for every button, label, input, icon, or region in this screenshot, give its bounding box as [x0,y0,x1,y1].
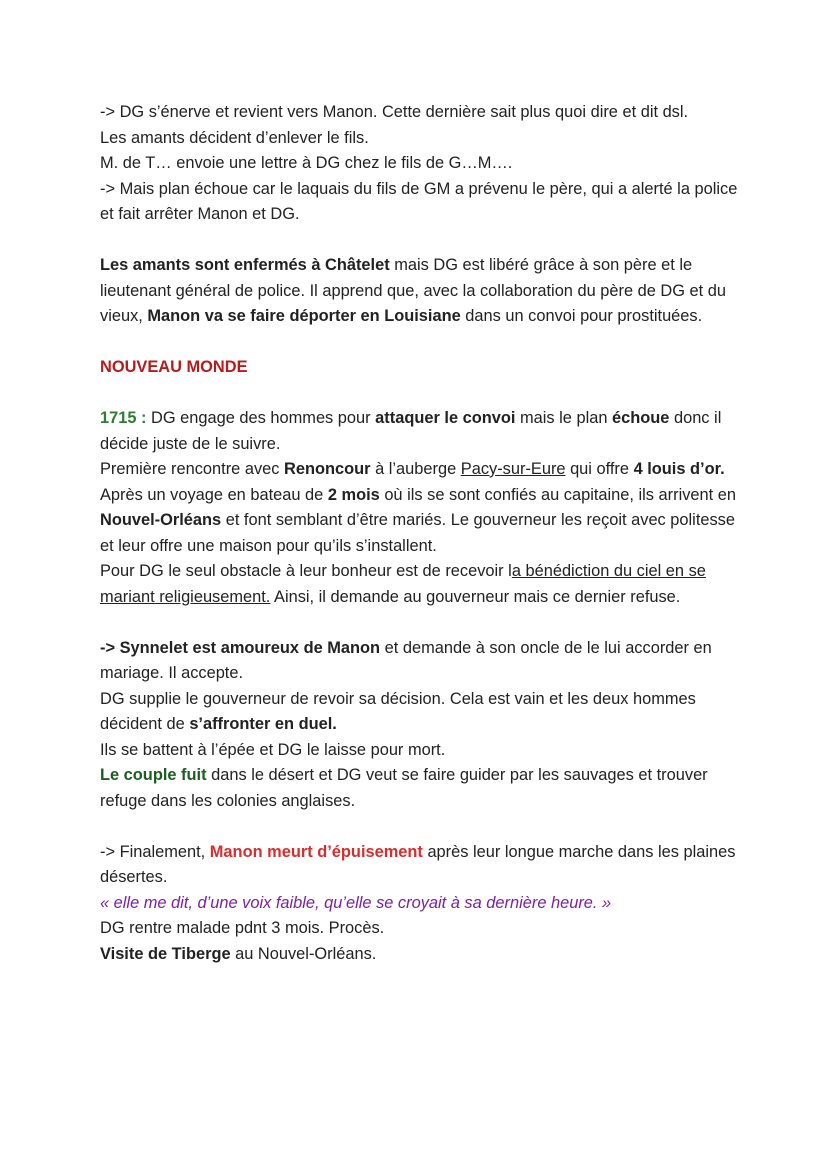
text: -> Finalement, [100,842,210,861]
text: DG supplie le gouverneur de revoir sa décision. Cela est vain et les deux hommes décident de [100,689,696,733]
highlight-text: Manon meurt d’épuisement [209,842,423,861]
text: DG rentre malade pdnt 3 mois. Procès. [100,919,385,937]
paragraph-line [100,100,738,126]
spacer [100,330,738,356]
text: et font semblant d’être mariés. Le gouverneur les reçoit avec politesse et leur offre une maison pour qu’ils s’installent. [100,511,735,555]
text: au Nouvel-Orléans. [230,944,377,963]
underlined-text: Pacy-sur-Eure [460,460,566,478]
bold-text: Nouvel-Orléans [100,511,222,529]
text: donc il décide juste de le suivre. [100,409,722,453]
paragraph-chatelet [100,253,738,330]
text: qui offre [565,460,634,478]
text: Les amants décident d’enlever le fils. [100,128,369,147]
bold-text: 2 mois [327,485,380,504]
spacer [100,610,738,636]
text: -> Mais plan échoue car le laquais du fils de GM a prévenu le père, qui a alerté la police et fait arrêter Manon et DG. [100,179,738,223]
paragraph-synnelet [100,636,738,687]
paragraph-line [100,483,738,560]
spacer [100,228,738,254]
paragraph-line [100,457,738,483]
date-label: 1715 : [100,409,147,427]
text: -> DG s’énerve et revient vers Manon. Cette dernière sait plus quoi dire et dit dsl. [100,103,689,121]
section-heading: NOUVEAU MONDE [100,358,248,376]
quotation: « elle me dit, d’une voix faible, qu’elle se croyait à sa dernière heure. » [100,893,612,912]
spacer [100,814,738,840]
highlight-text: Le couple fuit [100,766,207,784]
text: Première rencontre avec [100,460,285,478]
text: Ainsi, il demande au gouverneur mais ce dernier refuse. [270,587,681,606]
bold-text: échoue [612,409,670,427]
text: M. de T… envoie une lettre à DG chez le fils de G…M…. [100,154,513,172]
paragraph-line [100,126,738,152]
bold-text: 4 louis d’or. [633,460,725,478]
text: dans le désert et DG veut se faire guider par les sauvages et trouver refuge dans les colonies anglaises. [100,766,708,810]
paragraph-line [100,763,738,814]
paragraph-line [100,559,738,610]
text: Ils se battent à l’épée et DG le laisse pour mort. [100,740,446,759]
text: et demande à son oncle de le lui accorder en mariage. Il accepte. [100,638,712,682]
text: DG engage des hommes pour [146,409,376,427]
spacer [100,381,738,407]
bold-text: Visite de Tiberge [100,944,231,963]
text: mais le plan [515,409,613,427]
bold-text: Manon va se faire déporter en Louisiane [147,307,461,325]
bold-text: Renoncour [284,460,371,478]
text: après leur longue marche dans les plaines désertes. [100,842,736,886]
paragraph-line [100,916,738,942]
paragraph-line [100,151,738,177]
paragraph-line [100,738,738,764]
text: à l’auberge [370,460,461,478]
text: mais DG est libéré grâce à son père et le lieutenant général de police. Il apprend que, avec la collaboration du père de DG et du vieux, [100,256,727,325]
paragraph-line [100,177,738,228]
paragraph-line [100,942,738,968]
paragraph-1715 [100,406,738,457]
paragraph-line [100,687,738,738]
bold-text: s’affronter en duel. [189,715,337,733]
paragraph-finale [100,840,738,891]
underlined-text: a bénédiction du ciel en se mariant religieusement. [100,562,706,606]
text: où ils se sont confiés au capitaine, ils arrivent en [379,485,736,504]
bold-text: -> Synnelet est amoureux de Manon [100,638,381,657]
text: dans un convoi pour prostituées. [460,307,703,325]
text: Pour DG le seul obstacle à leur bonheur est de recevoir l [100,562,512,580]
bold-text: Les amants sont enfermés à Châtelet [100,256,390,274]
text: Après un voyage en bateau de [100,485,328,504]
bold-text: attaquer le convoi [375,409,516,427]
